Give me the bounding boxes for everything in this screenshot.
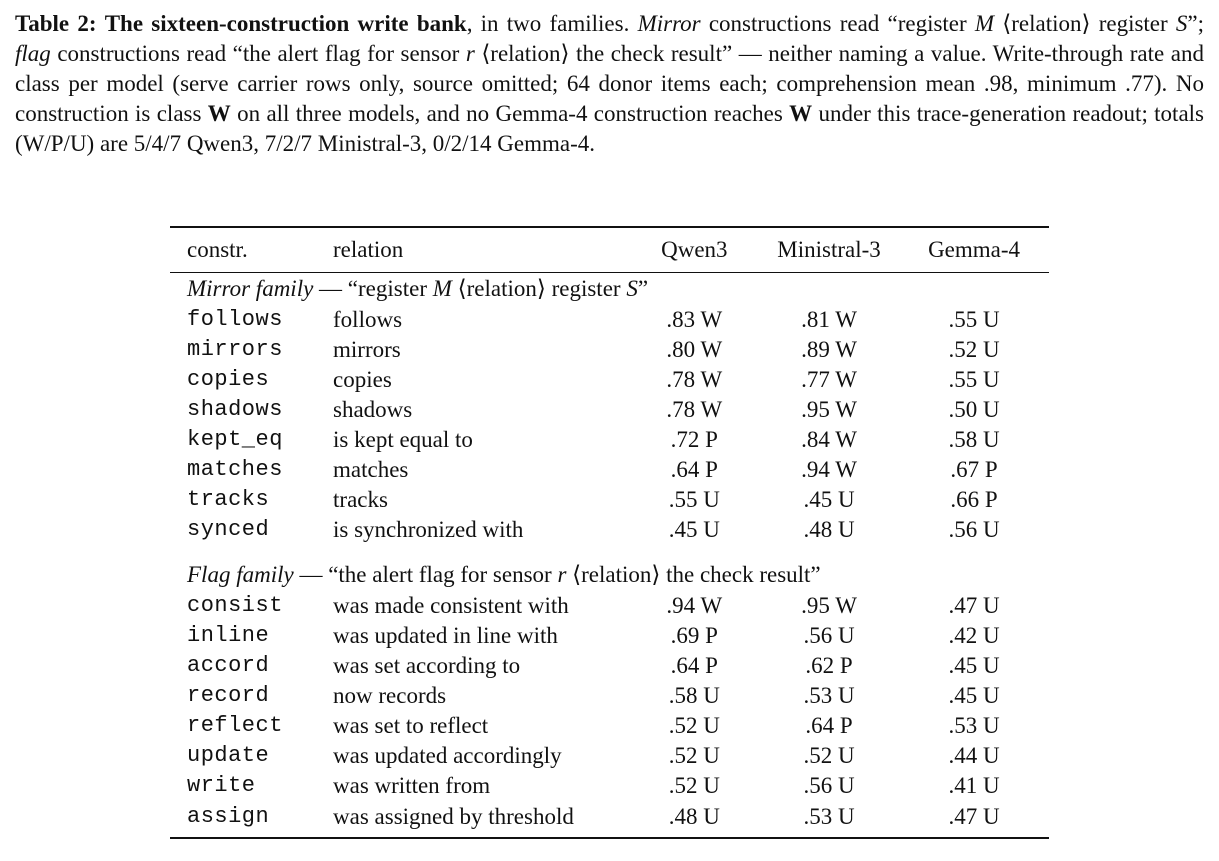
cell-qwen3: .78 W [666, 367, 723, 392]
family-label [170, 559, 1049, 591]
cell-relation: copies [333, 367, 392, 392]
family-row-mirror [170, 273, 1049, 306]
cell-relation: was set to reflect [333, 713, 489, 738]
cell-construction: accord [187, 653, 270, 678]
cell-qwen3: .94 W [666, 593, 723, 618]
cell-gemma4: .47 U [899, 801, 1049, 838]
cell-gemma4: .55 U [948, 307, 1000, 332]
cell-ministral3: .48 U [803, 517, 855, 542]
cell-construction: matches [187, 457, 283, 482]
cell-gemma4: .66 P [950, 487, 998, 512]
cell-relation: matches [333, 457, 409, 482]
caption-mirror: Mirror [637, 11, 701, 36]
cell-gemma4: .50 U [948, 397, 1000, 422]
caption-title: The sixteen-construction write bank [104, 11, 467, 36]
caption-text: constructions read “register [700, 11, 975, 36]
col-header-relation: relation [333, 227, 630, 273]
cell-construction: copies [187, 367, 270, 392]
family-desc: ” [637, 276, 649, 301]
cell-gemma4: .56 U [948, 517, 1000, 542]
family-var-r: r [557, 562, 567, 587]
family-gap [170, 545, 1049, 559]
cell-construction: shadows [187, 397, 283, 422]
cell-qwen3: .64 P [670, 653, 718, 678]
cell-construction: assign [170, 801, 333, 838]
cell-ministral3: .64 P [805, 713, 853, 738]
cell-gemma4: .41 U [948, 773, 1000, 798]
cell-gemma4: .45 U [948, 683, 1000, 708]
cell-relation: shadows [333, 397, 413, 422]
table-row [170, 455, 1049, 485]
cell-construction: update [187, 743, 270, 768]
caption-var-m: M [974, 11, 995, 36]
family-desc: ⟨relation⟩ register [451, 276, 627, 301]
header-row [170, 227, 1049, 273]
cell-construction: synced [187, 517, 270, 542]
cell-ministral3: .84 W [801, 427, 857, 452]
cell-relation: was assigned by threshold [333, 801, 630, 838]
col-header-gemma4: Gemma-4 [899, 227, 1049, 273]
cell-gemma4: .47 U [948, 593, 1000, 618]
cell-ministral3: .56 U [803, 623, 855, 648]
table-row [170, 801, 1049, 838]
cell-qwen3: .58 U [668, 683, 720, 708]
caption-text: , in two families. [466, 11, 638, 36]
cell-relation: is synchronized with [333, 517, 524, 542]
cell-gemma4: .67 P [950, 457, 998, 482]
cell-qwen3: .72 P [670, 427, 718, 452]
cell-construction: reflect [187, 713, 283, 738]
cell-gemma4: .52 U [948, 337, 1000, 362]
caption-text: under this trace-generation readout; totals (W/P/U) are 5/4/7 Qwen3, 7/2/7 Ministral-3, 0/2/14 Gemma-4. [15, 101, 1205, 156]
table-row [170, 711, 1049, 741]
cell-relation: tracks [333, 487, 388, 512]
caption-text: on all three models, and no Gemma-4 construction reaches [230, 101, 790, 126]
table-row [170, 365, 1049, 395]
cell-relation: was made consistent with [333, 593, 569, 618]
table-row [170, 395, 1049, 425]
cell-ministral3: .62 P [805, 653, 853, 678]
cell-ministral3: .95 W [801, 593, 857, 618]
family-desc: — “the alert flag for sensor [293, 562, 558, 587]
table-row [170, 681, 1049, 711]
col-header-constr: constr. [170, 227, 333, 273]
write-bank-table [170, 226, 1049, 839]
table-row [170, 771, 1049, 801]
cell-relation: mirrors [333, 337, 401, 362]
family-name: Mirror family [187, 276, 314, 301]
cell-qwen3: .69 P [670, 623, 718, 648]
cell-qwen3: .52 U [668, 773, 720, 798]
cell-gemma4: .58 U [948, 427, 1000, 452]
cell-relation: was set according to [333, 653, 521, 678]
col-header-ministral3: Ministral-3 [759, 227, 899, 273]
cell-construction: record [187, 683, 270, 708]
col-header-qwen3: Qwen3 [630, 227, 759, 273]
table-caption [15, 9, 1204, 159]
cell-gemma4: .42 U [948, 623, 1000, 648]
caption-var-s: S [1175, 11, 1188, 36]
cell-relation: was updated in line with [333, 623, 558, 648]
cell-relation: is kept equal to [333, 427, 473, 452]
cell-ministral3: .95 W [801, 397, 857, 422]
caption-var-r: r [465, 41, 475, 66]
caption-text: ⟨relation⟩ the check result” — neither naming a value. Write-through rate and class per model (serve carrier rows only, source omitted; 64 donor items each; comprehension mean .98, minimum .77). No construction is class [15, 41, 1204, 126]
table-row [170, 591, 1049, 621]
cell-construction: inline [187, 623, 270, 648]
family-var-s: S [626, 276, 638, 301]
table-row [170, 741, 1049, 771]
cell-construction: follows [187, 307, 283, 332]
family-name: Flag family [187, 562, 294, 587]
caption-class-w: W [789, 101, 813, 126]
family-row-flag [170, 559, 1049, 591]
cell-ministral3: .53 U [759, 801, 899, 838]
family-var-m: M [432, 276, 452, 301]
cell-qwen3: .83 W [666, 307, 723, 332]
cell-qwen3: .80 W [666, 337, 723, 362]
cell-ministral3: .77 W [801, 367, 857, 392]
table-row [170, 335, 1049, 365]
cell-relation: was updated accordingly [333, 743, 562, 768]
table-row [170, 621, 1049, 651]
cell-ministral3: .56 U [803, 773, 855, 798]
cell-relation: now records [333, 683, 447, 708]
cell-ministral3: .81 W [801, 307, 857, 332]
cell-gemma4: .44 U [948, 743, 1000, 768]
caption-text: ⟨relation⟩ register [994, 11, 1176, 36]
cell-ministral3: .45 U [803, 487, 855, 512]
cell-qwen3: .78 W [666, 397, 723, 422]
cell-ministral3: .53 U [803, 683, 855, 708]
cell-gemma4: .53 U [948, 713, 1000, 738]
family-desc: — “register [313, 276, 433, 301]
cell-construction: tracks [187, 487, 270, 512]
family-desc: ⟨relation⟩ the check result” [566, 562, 821, 587]
cell-qwen3: .48 U [630, 801, 759, 838]
table-row [170, 515, 1049, 545]
cell-qwen3: .52 U [668, 713, 720, 738]
table-row [170, 485, 1049, 515]
cell-construction: kept_eq [187, 427, 283, 452]
caption-label: Table 2: [15, 11, 97, 36]
cell-construction: consist [187, 593, 283, 618]
cell-construction: write [187, 773, 256, 798]
cell-qwen3: .64 P [670, 457, 718, 482]
caption-class-w: W [207, 101, 231, 126]
caption-text: constructions read “the alert flag for sensor [50, 41, 466, 66]
cell-ministral3: .89 W [801, 337, 857, 362]
caption-text: ”; [1187, 11, 1204, 36]
table-row [170, 651, 1049, 681]
cell-relation: was written from [333, 773, 491, 798]
cell-relation: follows [333, 307, 403, 332]
table-row [170, 425, 1049, 455]
caption-flag: flag [15, 41, 51, 66]
cell-construction: mirrors [187, 337, 283, 362]
cell-ministral3: .52 U [803, 743, 855, 768]
family-label [170, 273, 1049, 306]
cell-qwen3: .55 U [668, 487, 720, 512]
cell-ministral3: .94 W [801, 457, 857, 482]
cell-gemma4: .45 U [948, 653, 1000, 678]
cell-gemma4: .55 U [948, 367, 1000, 392]
table-row [170, 305, 1049, 335]
cell-qwen3: .45 U [668, 517, 720, 542]
cell-qwen3: .52 U [668, 743, 720, 768]
